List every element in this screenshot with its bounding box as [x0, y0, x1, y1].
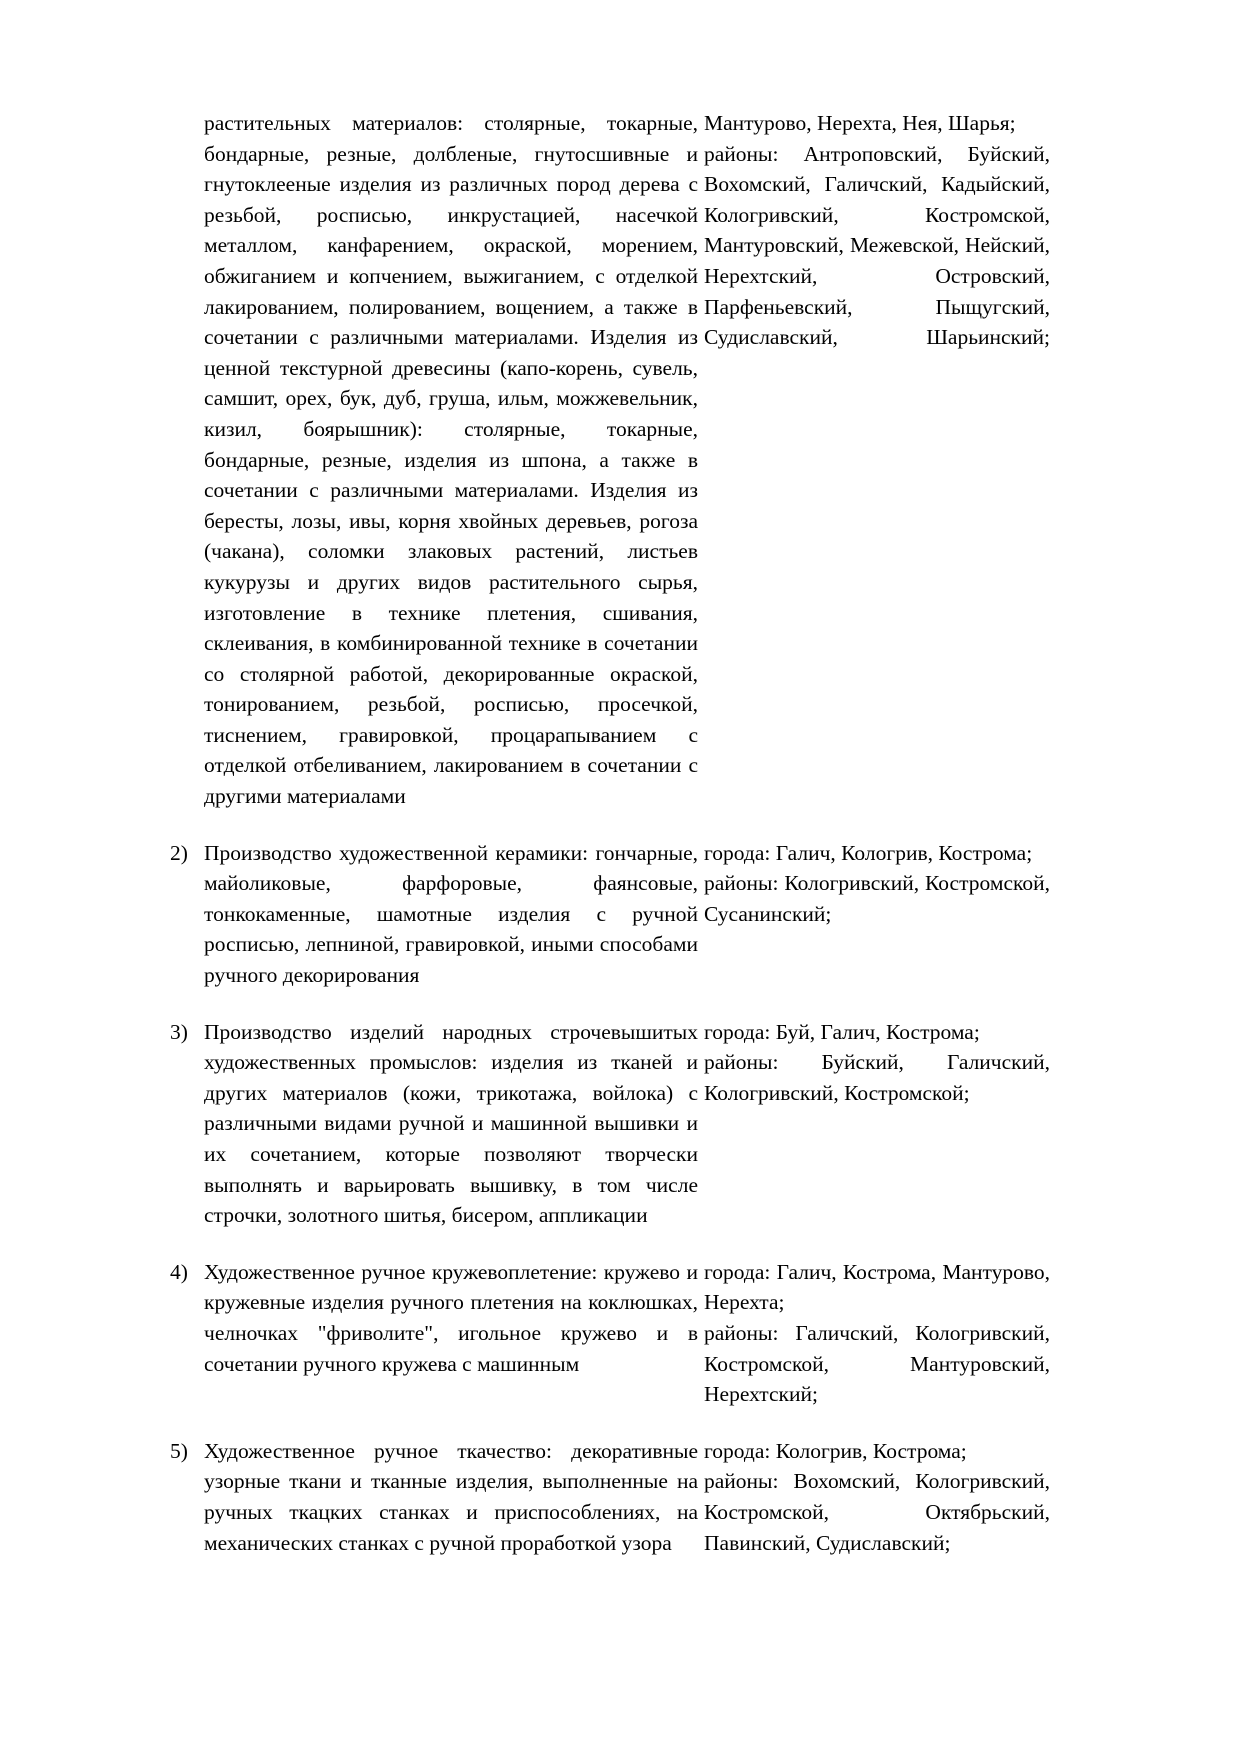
list-marker: 4) — [170, 1259, 188, 1284]
list-marker: 2) — [170, 840, 188, 865]
table-row — [160, 1017, 1050, 1231]
craft-description-text: растительных материалов: столярные, токарные, бондарные, резные, долбленые, гнутосшивные и гнутоклееные изделия из различных пород дерева с резьбой, росписью, инкрустацией, насечкой металлом, канфарением, окраской, морением, обжиганием и копчением, выжиганием, с отделкой лакированием, полированием, вощением, а также в сочетании с различными материалами. Изделия из ценной текстурной древесины (капо-корень, сувель, самшит, орех, бук, дуб, груша, ильм, можжевельник, кизил, боярышник): столярные, токарные, бондарные, резные, изделия из шпона, а также в сочетании с различными материалами. Изделия из бересты, лозы, ивы, корня хвойных деревьев, рогоза (чакана), соломки злаковых растений, листьев кукурузы и других видов растительного сырья, изготовление в технике плетения, сшивания, склеивания, в комбинированной технике в сочетании со столярной работой, декорированные окраской, тонированием, резьбой, росписью, просечкой, тиснением, гравировкой, процарапыванием с отделкой отбеливанием, лакированием в сочетании с другими материалами — [204, 111, 698, 809]
list-marker: 3) — [170, 1019, 188, 1044]
table-row — [160, 838, 1050, 991]
territories-cell — [704, 1257, 1050, 1410]
territories-cell — [704, 1436, 1050, 1558]
cities-text: города: Буй, Галич, Кострома; — [704, 1019, 980, 1044]
cities-text: города: Галич, Кологрив, Кострома; — [704, 840, 1033, 865]
cities-text: города: Кологрив, Кострома; — [704, 1438, 967, 1463]
districts-text: районы: Галичский, Кологривский, Костромской, Мантуровский, Нерехтский; — [704, 1320, 1050, 1407]
craft-description-cell — [204, 1017, 704, 1231]
craft-description-text: Художественное ручное кружевоплетение: кружево и кружевные изделия ручного плетения на коклюшках, челночках "фриволите", игольное кружево и в сочетании ручного кружева с машинным — [204, 1259, 698, 1376]
districts-text: районы: Вохомский, Кологривский, Костромской, Октябрьский, Павинский, Судиславский; — [704, 1469, 1050, 1555]
craft-description-cell — [204, 108, 704, 812]
craft-description-text: Производство изделий народных строчевышитых художественных промыслов: изделия из тканей и других материалов (кожи, трикотажа, войлока) с различными видами ручной и машинной вышивки и их сочетанием, которые позволяют творчески выполнять и варьировать вышивку, в том числе строчки, золотного шитья, бисером, аппликации — [204, 1019, 698, 1228]
list-marker: 5) — [170, 1438, 188, 1463]
territories-cell — [704, 838, 1050, 930]
districts-text: районы: Кологривский, Костромской, Сусанинский; — [704, 871, 1050, 926]
document-content — [160, 108, 1050, 1558]
craft-description-cell — [204, 1257, 704, 1379]
table-row — [160, 1257, 1050, 1410]
table-row — [160, 108, 1050, 812]
cities-text: города: Галич, Кострома, Мантурово, Нерехта; — [704, 1259, 1050, 1315]
craft-description-text: Производство художественной керамики: гончарные, майоликовые, фарфоровые, фаянсовые, тонкокаменные, шамотные изделия с ручной росписью, лепниной, гравировкой, иными способами ручного декорирования — [204, 840, 698, 988]
craft-description-cell — [204, 838, 704, 991]
districts-text: районы: Буйский, Галичский, Кологривский, Костромской; — [704, 1050, 1050, 1105]
territories-cell — [704, 1017, 1050, 1109]
craft-description-text: Художественное ручное ткачество: декоративные узорные ткани и тканные изделия, выполненные на ручных ткацких станках и приспособлениях, на механических станках с ручной проработкой узора — [204, 1438, 698, 1555]
table-row — [160, 1436, 1050, 1558]
craft-description-cell — [204, 1436, 704, 1558]
territories-cell — [704, 108, 1050, 353]
districts-text: районы: Антроповский, Буйский, Вохомский, Галичский, Кадыйский, Кологривский, Костромской, Мантуровский, Межевской, Нейский, Нерехтский, Островский, Парфеньевский, Пыщугский, Судиславский, Шарьинский; — [704, 141, 1050, 350]
cities-text: Мантурово, Нерехта, Нея, Шарья; — [704, 111, 1016, 135]
